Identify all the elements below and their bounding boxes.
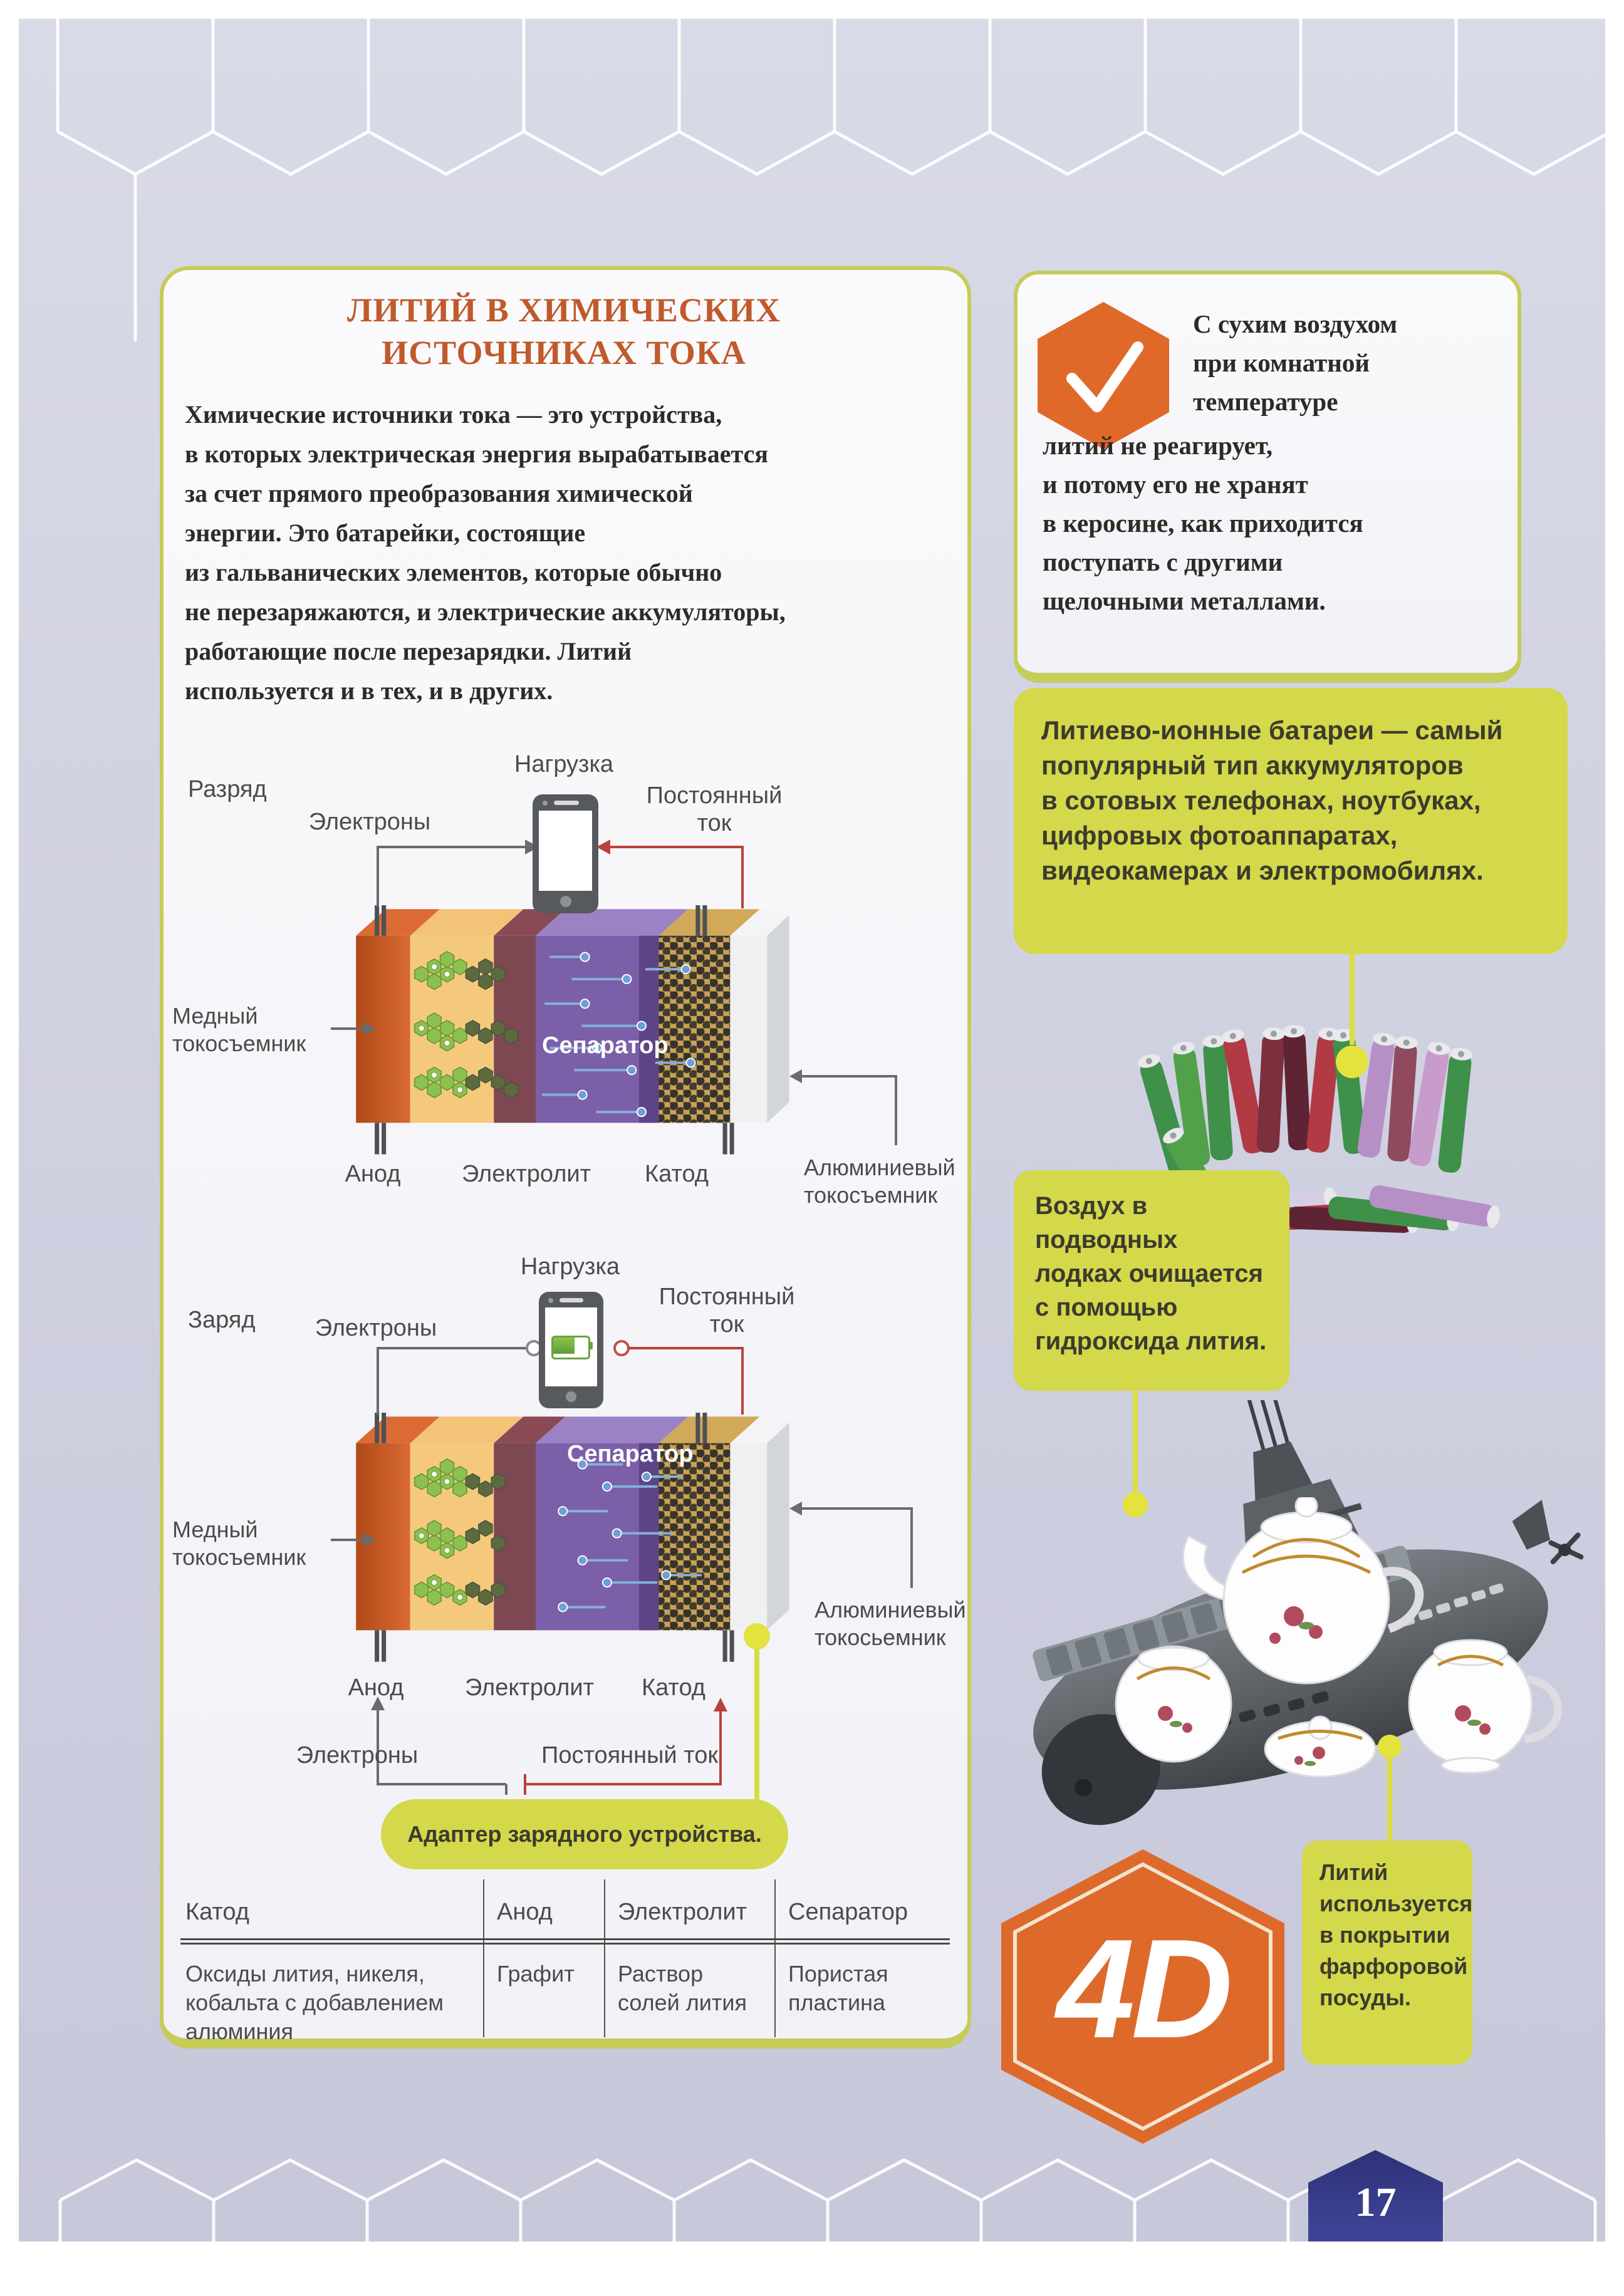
porcelain-callout: Литий используется в покрытии фарфоровой посуды. <box>1302 1841 1472 2065</box>
components-table <box>180 1879 950 2047</box>
panel-intro <box>185 395 786 710</box>
4d-badge <box>1001 1849 1284 2144</box>
intro-line: используется и в тех, и в других. <box>185 677 553 705</box>
charge-separator-label: Сепаратор <box>567 1441 694 1467</box>
panel-title-line1: ЛИТИЙ В ХИМИЧЕСКИХ <box>346 291 781 329</box>
intro-line: не перезаряжаются, и электрические аккумуляторы, <box>185 598 786 626</box>
intro-line: работающие после перезарядки. Литий <box>185 637 632 665</box>
table-cell-anode: Графит <box>497 1961 575 1987</box>
discharge-electrolyte-label: Электролит <box>461 1161 591 1187</box>
liion-callout: Литиево-ионные батареи — самый популярный тип аккумуляторов в сотовых телефонах, ноутбуках, цифровых фотоаппаратах, видеокамерах и электромобилях. <box>1014 688 1568 954</box>
porcelain-teaset-photo <box>1100 1497 1595 1792</box>
fact-text-top: С сухим воздухом при комнатной температуре <box>1193 309 1398 416</box>
table-cell-electrolyte: Раствор солей лития <box>618 1961 747 2015</box>
charge-copper-label: Медный токосъемник <box>172 1517 306 1570</box>
charge-aluminum-label: Алюминиевый токосьемник <box>815 1597 966 1650</box>
discharge-mode-label: Разряд <box>188 776 267 803</box>
page-number: 17 <box>1355 2179 1397 2225</box>
4d-badge-label: 4D <box>1056 1909 1229 2067</box>
discharge-separator-label: Сепаратор <box>542 1032 669 1059</box>
discharge-aluminum-label: Алюминиевый токосъемник <box>804 1155 955 1208</box>
charge-current-label: Постоянный ток <box>658 1284 795 1338</box>
fact-text-rest: литий не реагирует, и потому его не хранят в керосине, как приходится поступать с другими щелочными металлами. <box>1043 431 1363 615</box>
charge-electrons-bottom-label: Электроны <box>296 1742 419 1769</box>
page-number-badge <box>1308 2150 1443 2241</box>
discharge-copper-label: Медный токосъемник <box>172 1003 306 1056</box>
intro-line: в которых электрическая энергия вырабатывается <box>185 440 769 468</box>
charge-cathode-label: Катод <box>642 1675 705 1701</box>
table-cell-cathode: Оксиды лития, никеля, кобальта с добавлением алюминия <box>185 1961 444 2044</box>
discharge-load-label: Нагрузка <box>514 751 614 777</box>
fact-box <box>1014 271 1521 683</box>
discharge-cathode-label: Катод <box>645 1161 709 1187</box>
table-header-anode: Анод <box>497 1899 553 1925</box>
phone-load-icon <box>533 794 598 913</box>
table-header-separator: Сепаратор <box>788 1899 908 1925</box>
submarine-callout: Воздух в подводных лодках очищается с помощью гидроксида лития. <box>1014 1170 1289 1391</box>
phone-charging-icon <box>539 1292 603 1408</box>
intro-line: энергии. Это батарейки, состоящие <box>185 519 586 547</box>
intro-line: из гальванических элементов, которые обычно <box>185 558 722 586</box>
intro-line: за счет прямого преобразования химической <box>185 479 693 507</box>
panel-title-line2: ИСТОЧНИКАХ ТОКА <box>382 334 746 371</box>
charge-anode-label: Анод <box>348 1675 404 1701</box>
intro-line: Химические источники тока — это устройства, <box>185 400 722 429</box>
discharge-anode-label: Анод <box>345 1161 401 1187</box>
charge-current-bottom-label: Постоянный ток <box>541 1742 718 1769</box>
charge-electrons-label: Электроны <box>315 1315 437 1341</box>
charge-electrolyte-label: Электролит <box>464 1675 595 1701</box>
battery-icon <box>551 1336 590 1359</box>
table-header-cathode: Катод <box>185 1899 249 1925</box>
discharge-electrons-label: Электроны <box>308 809 431 835</box>
charge-load-label: Нагрузка <box>520 1254 620 1280</box>
table-header-electrolyte: Электролит <box>618 1899 747 1925</box>
adapter-callout: Адаптер зарядного устройства. <box>381 1799 788 1869</box>
discharge-current-label: Постоянный ток <box>646 782 783 836</box>
charge-mode-label: Заряд <box>188 1307 256 1333</box>
table-cell-separator: Пористая пластина <box>788 1961 888 2015</box>
